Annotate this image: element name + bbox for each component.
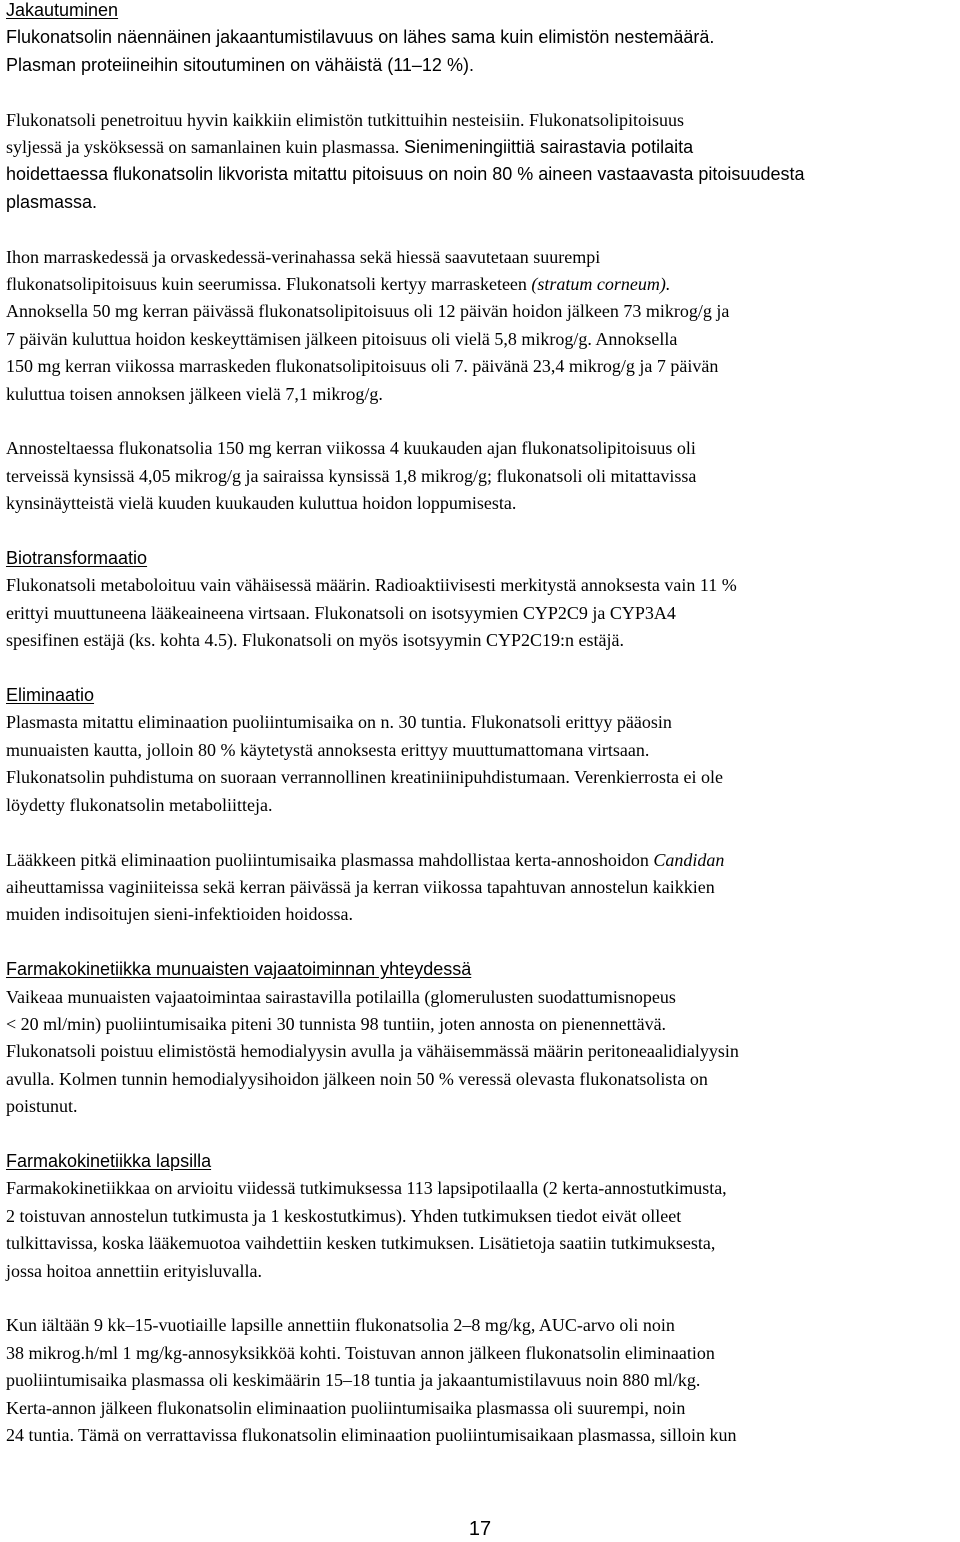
italic-term: Candidan [653,849,725,870]
paragraph-line: Farmakokinetiikkaa on arvioitu viidessä tutkimuksessa 113 lapsipotilaalla (2 kerta-annostutkimusta, [6,1178,727,1199]
page-number: 17 [468,1518,492,1540]
paragraph-line: 150 mg kerran viikossa marraskeden flukonatsolipitoisuus oli 7. päivänä 23,4 mikrog/g ja 7 päivän [6,356,719,377]
text-span: Lääkkeen pitkä eliminaation puoliintumisaika plasmassa mahdollistaa kerta-annoshoidon [6,849,654,870]
paragraph-line: erittyi muuttuneena lääkeaineena virtsaan. Flukonatsoli on isotsyymien CYP2C9 ja CYP3A4 [6,602,676,623]
paragraph-line: aiheuttamissa vaginiiteissa sekä kerran päivässä ja kerran viikossa tapahtuvan annostelun kaikkien [6,876,715,897]
paragraph-line: Flukonatsoli metaboloituu vain vähäisessä määrin. Radioaktiivisesti merkitystä annoksesta vain 11 % [6,575,737,596]
paragraph-line: Flukonatsoli poistuu elimistöstä hemodialyysin avulla ja vähäisemmässä määrin peritoneaalidialyysin [6,1041,739,1062]
paragraph-line: 24 tuntia. Tämä on verrattavissa flukonatsolin eliminaation puoliintumisaikaan plasmassa, silloin kun [6,1424,737,1445]
paragraph-line: Kerta-annon jälkeen flukonatsolin eliminaation puoliintumisaika plasmassa oli suurempi, noin [6,1397,686,1418]
section-heading-biotransformation: Biotransformaatio [6,548,148,569]
paragraph-line: Annoksella 50 mg kerran päivässä flukonatsolipitoisuus oli 12 päivän hoidon jälkeen 73 mikrog/g ja [6,301,730,322]
italic-term: (stratum corneum). [531,274,671,295]
paragraph-line: Annosteltaessa flukonatsolia 150 mg kerran viikossa 4 kuukauden ajan flukonatsolipitoisuus oli [6,438,696,459]
paragraph-line: plasmassa. [6,191,98,212]
paragraph-line: Vaikeaa munuaisten vajaatoimintaa sairastavilla potilailla (glomerulusten suodattumisnopeus [6,986,676,1007]
paragraph-line: kynsinäytteistä vielä kuuden kuukauden kuluttua hoidon loppumisesta. [6,493,517,514]
paragraph-line [6,271,958,298]
section-heading-elimination: Eliminaatio [6,685,95,706]
paragraph-line: jossa hoitoa annettiin erityisluvalla. [6,1260,262,1281]
paragraph-line: Ihon marraskedessä ja orvaskedessä-verinahassa sekä hiessä saavutetaan suurempi [6,246,601,267]
paragraph-line: 7 päivän kuluttua hoidon keskeyttämisen jälkeen pitoisuus oli vielä 5,8 mikrog/g. Annoksella [6,328,678,349]
text-span: flukonatsolipitoisuus kuin seerumissa. Flukonatsoli kertyy marrasketeen [6,274,532,295]
paragraph-line [6,134,958,161]
paragraph-line: muiden indisoitujen sieni-infektioiden hoidossa. [6,904,353,925]
paragraph-line: Plasman proteiineihin sitoutuminen on vähäistä (11–12 %). [6,54,474,75]
section-heading-distribution: Jakautuminen [6,0,119,20]
section-heading-children: Farmakokinetiikka lapsilla [6,1150,212,1171]
paragraph-line: < 20 ml/min) puoliintumisaika piteni 30 tunnista 98 tuntiin, joten annosta on pienennettävä. [6,1013,667,1034]
text-span: syljessä ja ysköksessä on samanlainen kuin plasmassa. [6,137,404,158]
paragraph-line: löydetty flukonatsolin metaboliitteja. [6,794,273,815]
text-span: Sienimeningiittiä sairastavia potilaita [403,137,694,158]
paragraph-line: 38 mikrog.h/ml 1 mg/kg-annosyksikköä kohti. Toistuvan annon jälkeen flukonatsolin eliminaation [6,1342,715,1363]
paragraph-line: terveissä kynsissä 4,05 mikrog/g ja sairaissa kynsissä 1,8 mikrog/g; flukonatsoli oli mitattavissa [6,465,697,486]
section-heading-renal: Farmakokinetiikka munuaisten vajaatoiminnan yhteydessä [6,959,472,980]
paragraph-line: 2 toistuvan annostelun tutkimusta ja 1 keskostutkimus). Yhden tutkimuksen tiedot eivät olleet [6,1205,682,1226]
paragraph-line: kuluttua toisen annoksen jälkeen vielä 7,1 mikrog/g. [6,383,383,404]
paragraph-line: hoidettaessa flukonatsolin likvorista mitattu pitoisuus on noin 80 % aineen vastaavasta pitoisuudesta [6,164,805,185]
paragraph-line: Kun iältään 9 kk–15-vuotiaille lapsille annettiin flukonatsolia 2–8 mg/kg, AUC-arvo oli noin [6,1315,675,1336]
paragraph-line: Plasmasta mitattu eliminaation puoliintumisaika on n. 30 tuntia. Flukonatsoli erittyy pääosin [6,712,672,733]
paragraph-line: Flukonatsoli penetroituu hyvin kaikkiin elimistön tutkittuihin nesteisiin. Flukonatsolipitoisuus [6,109,684,130]
paragraph-line: munuaisten kautta, jolloin 80 % käytetystä annoksesta erittyy muuttumattomana virtsaan. [6,739,650,760]
paragraph-line: poistunut. [6,1096,78,1117]
document-page [6,0,958,1449]
paragraph-line: avulla. Kolmen tunnin hemodialyysihoidon jälkeen noin 50 % veressä olevasta flukonatsolista on [6,1068,708,1089]
paragraph-line: Flukonatsolin näennäinen jakaantumistilavuus on lähes sama kuin elimistön nestemäärä. [6,27,715,48]
paragraph-line [6,847,958,874]
paragraph-line: spesifinen estäjä (ks. kohta 4.5). Flukonatsoli on myös isotsyymin CYP2C19:n estäjä. [6,630,624,651]
paragraph-line: puoliintumisaika plasmassa oli keskimäärin 15–18 tuntia ja jakaantumistilavuus noin 880 ml/kg. [6,1370,701,1391]
paragraph-line: Flukonatsolin puhdistuma on suoraan verrannollinen kreatiniinipuhdistumaan. Verenkierrosta ei ole [6,767,724,788]
paragraph-line: tulkittavissa, koska lääkemuotoa vaihdettiin kesken tutkimuksen. Lisätietoja saatiin tutkimuksesta, [6,1233,716,1254]
